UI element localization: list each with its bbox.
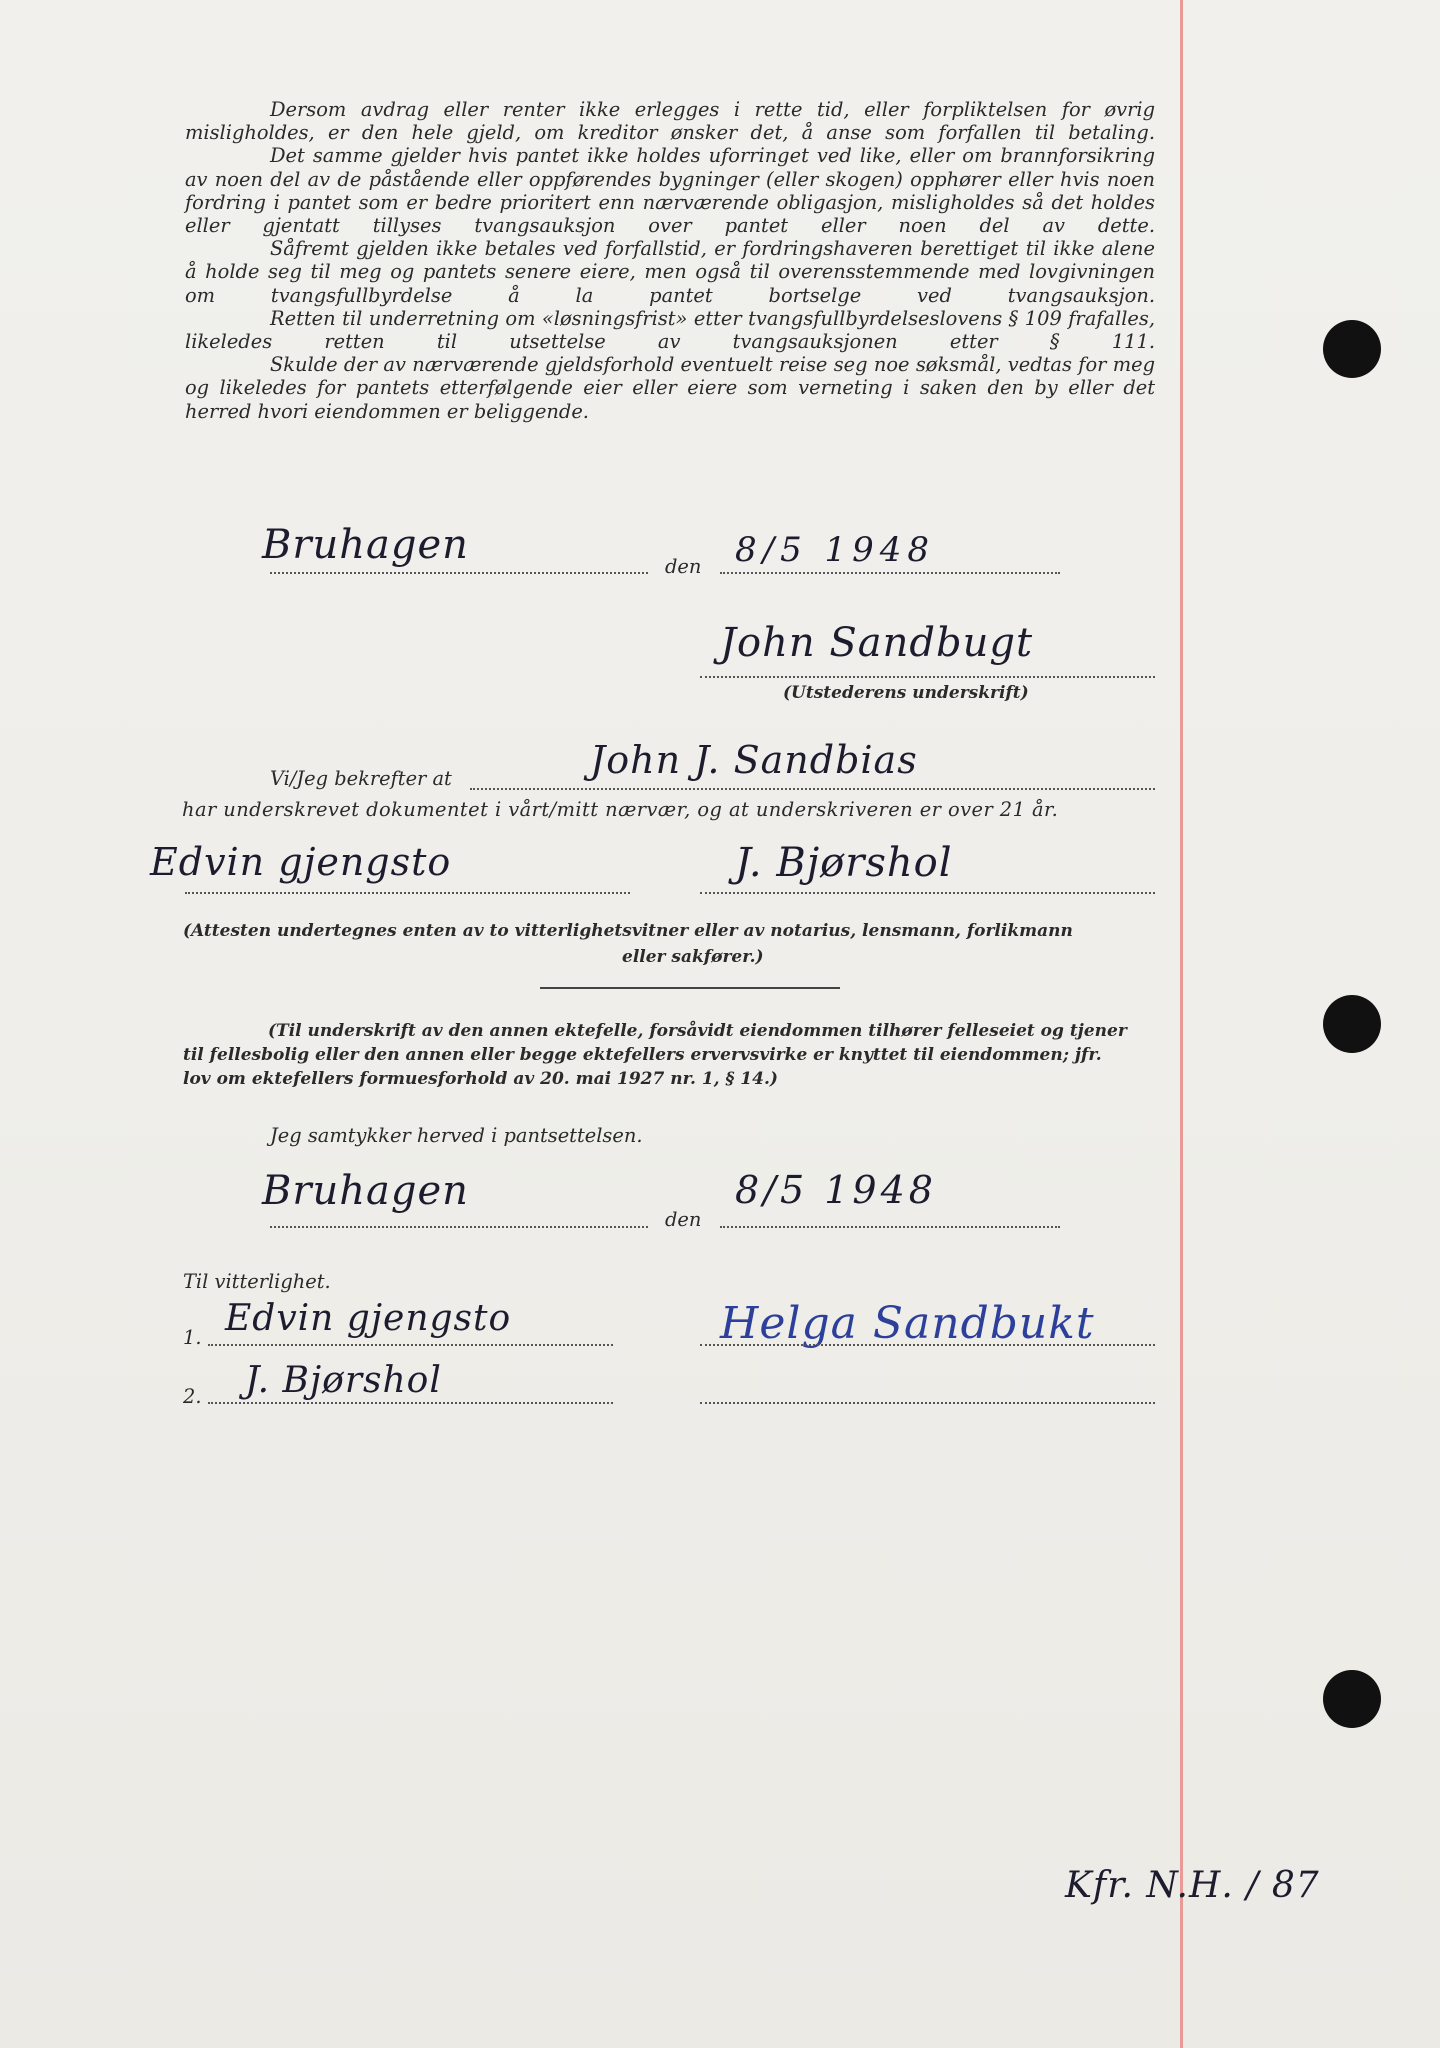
consent-witness1-signature: Edvin gjengsto xyxy=(225,1298,512,1339)
spouse-note: til fellesbolig eller den annen eller begge ektefellers ervervsvirke er knyttet til eiendommen; jfr. xyxy=(183,1045,1102,1065)
punch-hole xyxy=(1323,995,1381,1053)
paragraph: Det samme gjelder hvis pantet ikke holdes uforringet ved like, eller om brannforsikring av noen del av de påstående eller oppførendes bygninger (eller skogen) opphører eller hvis noen fordring i pantet som er bedre prioritert enn nærværende obligasjon, misligholdes så det holdes eller gjentatt tillyses tvangsauksjon over pantet eller noen del av dette. xyxy=(185,144,1155,238)
consent-date-line xyxy=(720,1226,1060,1228)
issuer-signature: John Sandbugt xyxy=(720,620,1034,666)
consent-date-handwritten: 8/5 1948 xyxy=(735,1168,937,1212)
attest-note: (Attesten undertegnes enten av to vitterlighetsvitner eller av notarius, lensmann, forlikmann xyxy=(183,921,1073,941)
witness2-signature: J. Bjørshol xyxy=(735,840,953,886)
place-handwritten: Bruhagen xyxy=(262,522,469,568)
confirm-name: John J. Sandbias xyxy=(590,738,918,782)
paragraph: Dersom avdrag eller renter ikke erlegges i rette tid, eller forpliktelsen for øvrig misligholdes, er den hele gjeld, om kreditor ønsker det, å anse som forfallen til betaling. xyxy=(185,98,1155,145)
consent-text: Jeg samtykker herved i pantsettelsen. xyxy=(270,1124,643,1147)
confirm-name-line xyxy=(470,788,1155,790)
conditions-text xyxy=(185,98,1155,423)
confirm-lead: Vi/Jeg bekrefter at xyxy=(270,767,452,790)
consent-witness2-signature: J. Bjørshol xyxy=(245,1360,442,1401)
spouse-note: lov om ektefellers formuesforhold av 20. mai 1927 nr. 1, § 14.) xyxy=(183,1069,778,1089)
witness2-line xyxy=(700,892,1155,894)
den-label: den xyxy=(665,555,702,578)
place-line xyxy=(270,572,648,574)
signature-line xyxy=(700,676,1155,678)
til-vitterlighet-label: Til vitterlighet. xyxy=(183,1270,331,1293)
date-line xyxy=(720,572,1060,574)
spouse-signature-line xyxy=(700,1344,1155,1346)
paragraph: Såfremt gjelden ikke betales ved forfallstid, er fordringshaveren berettiget til ikke alene å holde seg til meg og pantets senere eiere, men også til overensstemmende med lovgivningen om tvangsfullbyrdelse å la pantet bortselge ved tvangsauksjon. xyxy=(185,237,1155,307)
date-handwritten: 8/5 1948 xyxy=(735,530,936,570)
consent-extra-line xyxy=(700,1402,1155,1404)
separator xyxy=(540,987,840,989)
spouse-note: (Til underskrift av den annen ektefelle, forsåvidt eiendommen tilhører felleseiet og tjener xyxy=(268,1021,1127,1041)
consent-witness1-line xyxy=(208,1344,613,1346)
confirm-line2: har underskrevet dokumentet i vårt/mitt nærvær, og at underskriveren er over 21 år. xyxy=(182,798,1059,821)
witness1-signature: Edvin gjengsto xyxy=(150,840,452,884)
paragraph: Skulde der av nærværende gjeldsforhold eventuelt reise seg noe søksmål, vedtas for meg og likeledes for pantets etterfølgende eier eller eiere som verneting i saken den by eller det herred hvori eiendommen er beliggende. xyxy=(185,353,1155,423)
punch-hole xyxy=(1323,1670,1381,1728)
footer-note-handwritten: Kfr. N.H. / 87 xyxy=(1065,1865,1320,1906)
witness-number-2: 2. xyxy=(183,1385,202,1408)
consent-witness2-line xyxy=(208,1402,613,1404)
attest-note: eller sakfører.) xyxy=(622,947,764,967)
margin-line xyxy=(1180,0,1183,2048)
witness1-line xyxy=(185,892,630,894)
consent-place-handwritten: Bruhagen xyxy=(262,1168,469,1214)
paragraph: Retten til underretning om «løsningsfrist» etter tvangsfullbyrdelseslovens § 109 frafalles, likeledes retten til utsettelse av tvangsauksjonen etter § 111. xyxy=(185,306,1155,354)
spouse-signature: Helga Sandbukt xyxy=(720,1298,1095,1349)
punch-hole xyxy=(1323,320,1381,378)
consent-den-label: den xyxy=(665,1208,702,1231)
signature-label: (Utstederens underskrift) xyxy=(783,683,1029,703)
consent-place-line xyxy=(270,1226,648,1228)
witness-number-1: 1. xyxy=(183,1326,202,1349)
